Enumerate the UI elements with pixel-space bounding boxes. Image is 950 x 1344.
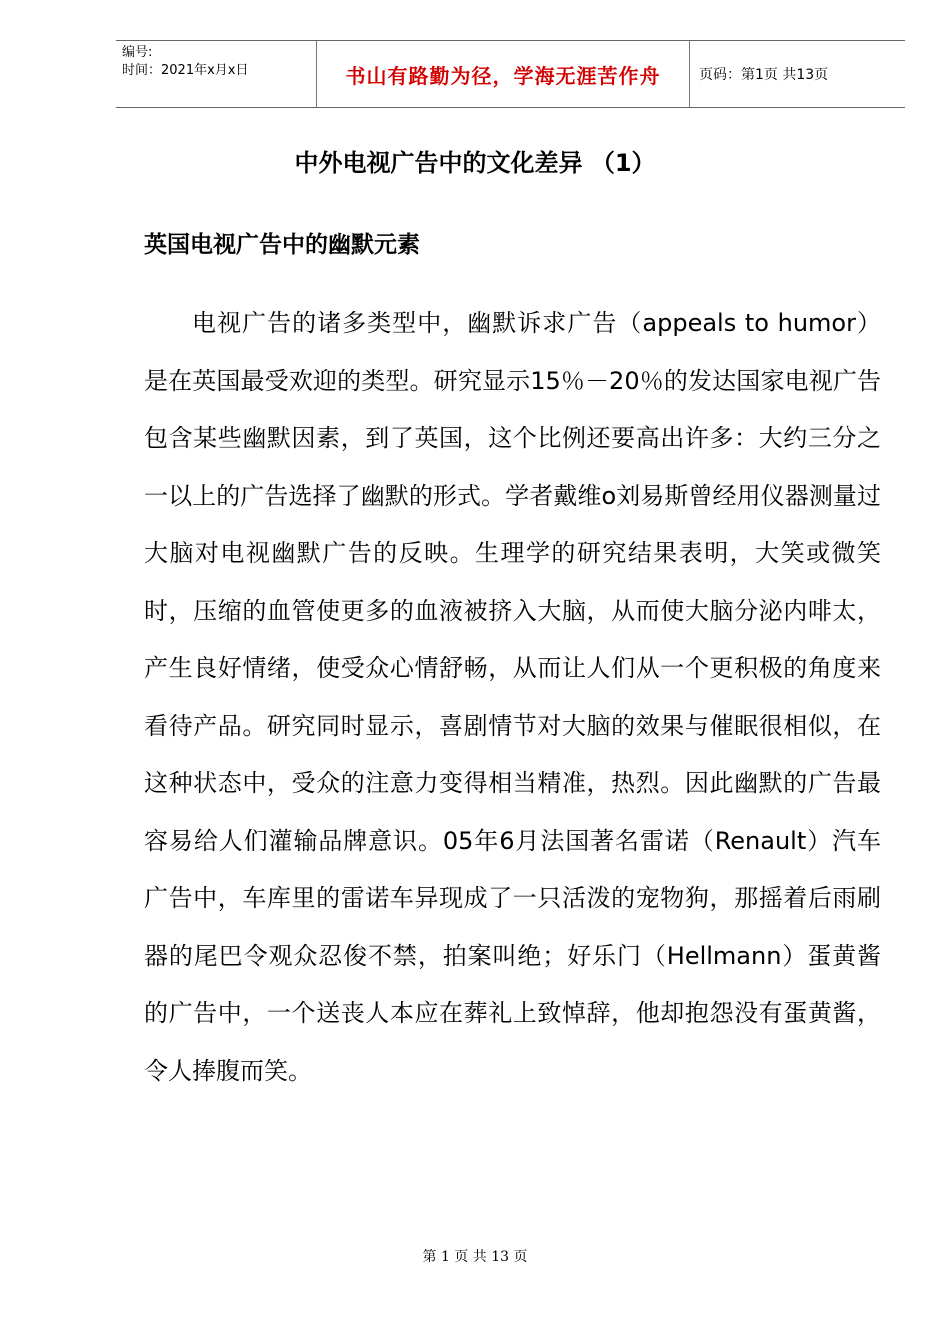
header-page-info [690,41,905,107]
page-footer: 第 1 页 共 13 页 [422,1249,528,1265]
page-info-text: 页码：第1页 共13页 [699,67,829,83]
page-header [116,40,905,108]
section-title: 英国电视广告中的幽默元素 [144,232,420,258]
time-label: 时间：2021年x月x日 [122,63,249,78]
document-title: 中外电视广告中的文化差异 （1） [294,149,656,177]
body-paragraph: 电视广告的诸多类型中，幽默诉求广告（appeals to humor）是在英国最受欢迎的类型。研究显示15％－20％的发达国家电视广告包含某些幽默因素，到了英国，这个比例还要高出许多：大约三分之一以上的广告选择了幽默的形式。学者戴维o刘易斯曾经用仪器测量过大脑对电视幽默广告的反映。生理学的研究结果表明，大笑或微笑时，压缩的血管使更多的血液被挤入大脑，从而使大脑分泌内啡太，产生良好情绪，使受众心情舒畅，从而让人们从一个更积极的角度来看待产品。研究同时显示，喜剧情节对大脑的效果与催眠很相似，在这种状态中，受众的注意力变得相当精准，热烈。因此幽默的广告最容易给人们灌输品牌意识。05年6月法国著名雷诺（Renault）汽车广告中，车库里的雷诺车异现成了一只活泼的宠物狗，那摇着后雨刷器的尾巴令观众忍俊不禁，拍案叫绝；好乐门（Hellmann）蛋黄酱的广告中，一个送丧人本应在葬礼上致悼辞，他却抱怨没有蛋黄酱，令人捧腹而笑。 [144,309,881,1085]
serial-label: 编号: [122,45,153,60]
header-meta [116,41,316,107]
motto-text: 书山有路勤为径，学海无涯苦作舟 [345,63,661,88]
header-motto-cell [316,41,690,107]
